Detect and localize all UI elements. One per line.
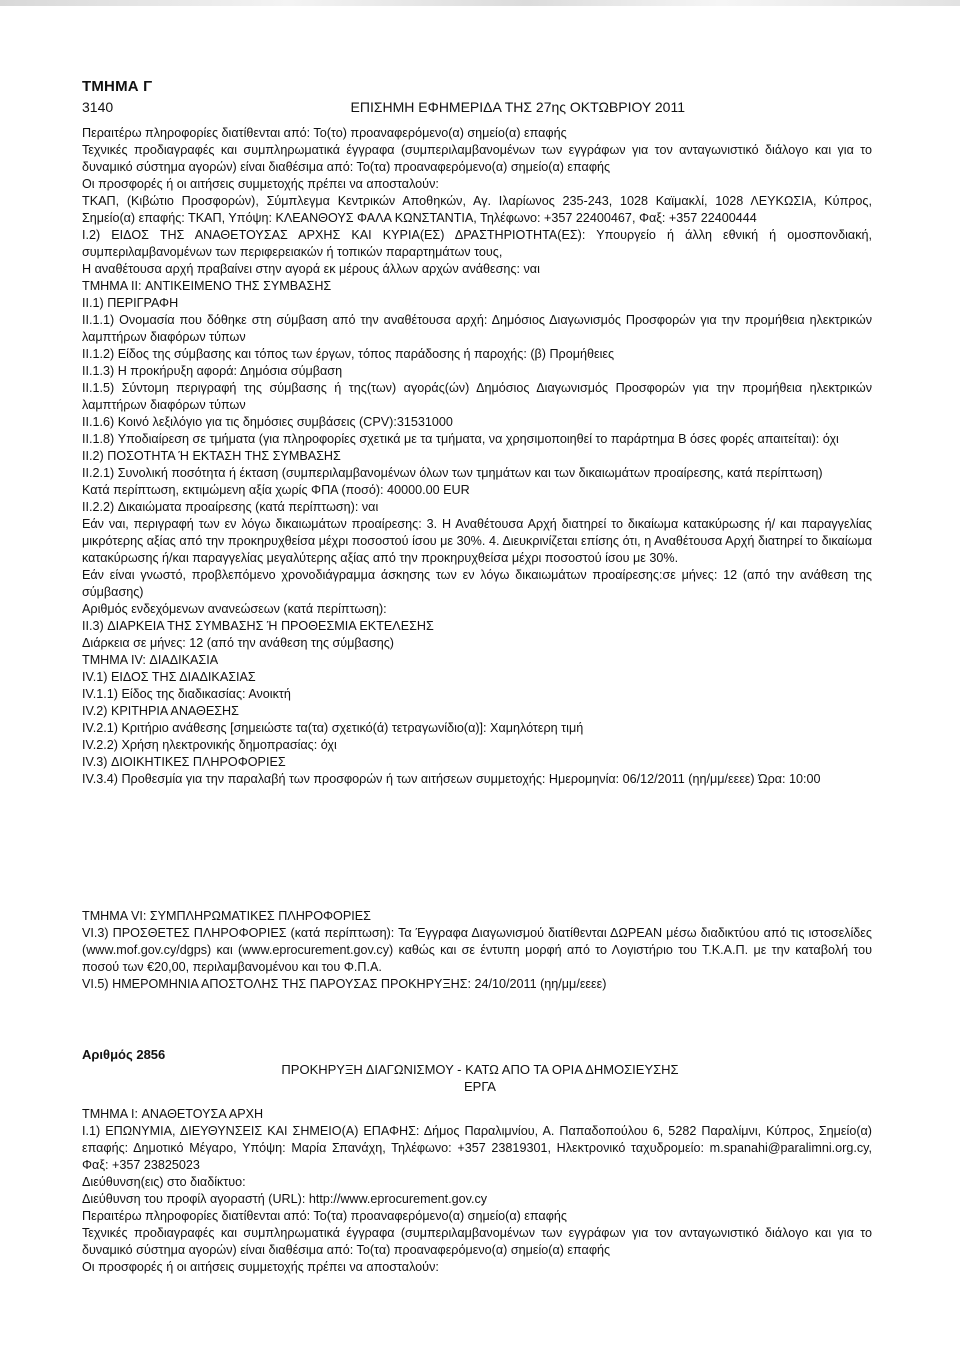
text-line: IV.3.4) Προθεσμία για την παραλαβή των προσφορών ή των αιτήσεων συμμετοχής: Ημερομηνία: 06/12/2011 (ηη/μμ/εεεε) Ώρα: 10:00 [82,772,821,786]
text-line: II.1.3) Η προκήρυξη αφορά: Δημόσια σύμβαση [82,364,343,378]
text-line: II.2) ΠΟΣΟΤΗΤΑ Ή ΕΚΤΑΣΗ ΤΗΣ ΣΥΜΒΑΣΗΣ [82,449,341,463]
new-notice-body [82,1106,872,1276]
page-number: 3140 [82,99,114,115]
text-line: Οι προσφορές ή οι αιτήσεις συμμετοχής πρέπει να αποσταλούν: [82,177,439,191]
notice-body-continued [82,125,872,788]
text-line: I.1) ΕΠΩΝΥΜΙΑ, ΔΙΕΥΘΥΝΣΕΙΣ ΚΑΙ ΣΗΜΕΙΟ(Α) ΕΠΑΦΗΣ: Δήμος Παραλιμνίου, Α. Παπαδοπούλου 6, 5282 Παραλίμνι, Κύπρος, Σημείο(α) επαφής: Δημοτικό Μέγαρο, Υπόψη: Μαρία Σπανάχη, Τηλέφωνο: +357 23819301, Ηλεκτρονικό ταχυδρομείο: m.spanahi@paralimni.org.cy, Φαξ: +357 23825023 [82,1124,872,1172]
notice-title-line-1: ΠΡΟΚΗΡΥΞΗ ΔΙΑΓΩΝΙΣΜΟΥ - ΚΑΤΩ ΑΠΟ ΤΑ ΟΡΙΑ ΔΗΜΟΣΙΕΥΣΗΣ [281,1062,679,1077]
text-line: ΤΜΗΜΑ IV: ΔΙΑΔΙΚΑΣΙΑ [82,653,219,667]
text-line: Εάν ναι, περιγραφή των εν λόγω δικαιωμάτων προαίρεσης: 3. Η Αναθέτουσα Αρχή διατηρεί το δικαίωμα κατακύρωσης ή/ και παραγγελίας μικρότερης αξίας από την προκηρυχθείσα μέχρι ποσοστού ίσου με 30%. 4. Διευκρινίζεται επίσης ότι, η Αναθέτουσα Αρχή διατηρεί το δικαίωμα κατακύρωσης ή/και παραγγελίας μεγαλύτερης αξίας από την προκηρυχθείσα μέχρι ποσοστού ίσου με 30%. [82,517,872,565]
text-line: IV.1.1) Είδος της διαδικασίας: Ανοικτή [82,687,291,701]
text-line: ΤΜΗΜΑ VI: ΣΥΜΠΛΗΡΩΜΑΤΙΚΕΣ ΠΛΗΡΟΦΟΡΙΕΣ [82,909,371,923]
text-line: Οι προσφορές ή οι αιτήσεις συμμετοχής πρέπει να αποσταλούν: [82,1260,439,1274]
text-line: Διεύθυνση(εις) στο διαδίκτυο: [82,1175,246,1189]
text-line: II.2.2) Δικαιώματα προαίρεσης (κατά περίπτωση): ναι [82,500,379,514]
text-line: VI.3) ΠΡΟΣΘΕΤΕΣ ΠΛΗΡΟΦΟΡΙΕΣ (κατά περίπτωση): Τα Έγγραφα Διαγωνισμού διατίθενται ΔΩΡΕΑΝ μέσω διαδικτύου από τις ιστοσελίδες (www.mof.gov.cy/dgps) και (www.eprocurement.gov.cy) καθώς και σε έντυπη μορφή από το Λογιστήριο του Τ.Κ.Α.Π. με την καταβολή του ποσού των €20,00, περιλαμβανομένου και του Φ.Π.Α. [82,926,872,974]
text-line: IV.2.1) Κριτήριο ανάθεσης [σημειώστε τα(τα) σχετικό(ά) τετραγωνίδιο(α)]: Χαμηλότερη τιμή [82,721,584,735]
text-line: Διεύθυνση του προφίλ αγοραστή (URL): http://www.eprocurement.gov.cy [82,1192,488,1206]
text-line: IV.2) ΚΡΙΤΗΡΙΑ ΑΝΑΘΕΣΗΣ [82,704,239,718]
text-line: Περαιτέρω πληροφορίες διατίθενται από: Το(το) προαναφερόμενο(α) σημείο(α) επαφής [82,126,567,140]
scan-edge-artifact [0,0,960,6]
text-line: II.1.2) Είδος της σύμβασης και τόπος των έργων, τόπος παράδοσης ή παροχής: (β) Προμήθειες [82,347,615,361]
text-line: IV.2.2) Χρήση ηλεκτρονικής δημοπρασίας: όχι [82,738,337,752]
notice-title-line-2: ΕΡΓΑ [464,1079,496,1094]
text-line: Αριθμός ενδεχόμενων ανανεώσεων (κατά περίπτωση): [82,602,387,616]
notice-number: Αριθμός 2856 [82,1047,166,1062]
text-line: Περαιτέρω πληροφορίες διατίθενται από: Το(τα) προαναφερόμενο(α) σημείο(α) επαφής [82,1209,567,1223]
text-line: II.3) ΔΙΑΡΚΕΙΑ ΤΗΣ ΣΥΜΒΑΣΗΣ Ή ΠΡΟΘΕΣΜΙΑ ΕΚΤΕΛΕΣΗΣ [82,619,434,633]
text-line: II.1.1) Ονομασία που δόθηκε στη σύμβαση από την αναθέτουσα αρχή: Δημόσιος Διαγωνισμός Προσφορών για την προμήθεια ηλεκτρικών λαμπτήρων διαφόρων τύπων [82,313,872,344]
text-line: II.1.5) Σύντομη περιγραφή της σύμβασης ή της(των) αγοράς(ών) Δημόσιος Διαγωνισμός Προσφορών για την προμήθεια ηλεκτρικών λαμπτήρων διαφόρων τύπων [82,381,872,412]
supplementary-info [82,908,872,993]
text-line: II.1.6) Κοινό λεξιλόγιο για τις δημόσιες συμβάσεις (CPV):31531000 [82,415,453,429]
section-heading: ΤΜΗΜΑ Γ [82,78,153,95]
text-line: Η αναθέτουσα αρχή πραβαίνει στην αγορά εκ μέρους άλλων αρχών ανάθεσης: ναι [82,262,540,276]
text-line: Τεχνικές προδιαγραφές και συμπληρωματικά έγγραφα (συμπεριλαμβανομένων των εγγράφων για τον ανταγωνιστικό διάλογο και για το δυναμικό σύστημα αγορών) είναι διαθέσιμα από: Το(τα) προαναφερόμενο(α) σημείο(α) επαφής [82,143,872,174]
text-line: I.2) ΕΙΔΟΣ ΤΗΣ ΑΝΑΘΕΤΟΥΣΑΣ ΑΡΧΗΣ ΚΑΙ ΚΥΡΙΑ(ΕΣ) ΔΡΑΣΤΗΡΙΟΤΗΤΑ(ΕΣ): Υπουργείο ή άλλη εθνική ή ομοσπονδιακή, συμπεριλαμβανομένων των περιφερειακών ή τοπικών παραρτημάτων τους, [82,228,872,259]
text-line: ΤΚΑΠ, (Κιβώτιο Προσφορών), Σύμπλεγμα Κεντρικών Αποθηκών, Αγ. Ιλαρίωνος 235-243, 1028 Καϊμακλί, 1028 ΛΕΥΚΩΣΙΑ, Κύπρος, Σημείο(α) επαφής: ΤΚΑΠ, Υπόψη: ΚΛΕΑΝΘΟΥΣ ΦΑΛΑ ΚΩΝΣΤΑΝΤΙΑ, Τηλέφωνο: +357 22400467, Φαξ: +357 22400444 [82,194,872,225]
gazette-title: ΕΠΙΣΗΜΗ ΕΦΗΜΕΡΙΔΑ ΤΗΣ 27ης ΟΚΤΩΒΡΙΟΥ 2011 [350,99,685,115]
text-line: Τεχνικές προδιαγραφές και συμπληρωματικά έγγραφα (συμπεριλαμβανομένων των εγγράφων για τον ανταγωνιστικό διάλογο και για το δυναμικό σύστημα αγορών) είναι διαθέσιμα από: Το(τα) προαναφερόμενο(α) σημείο(α) επαφής [82,1226,872,1257]
text-line: IV.1) ΕΙΔΟΣ ΤΗΣ ΔΙΑΔΙΚΑΣΙΑΣ [82,670,256,684]
text-line: Εάν είναι γνωστό, προβλεπόμενο χρονοδιάγραμμα άσκησης των εν λόγω δικαιωμάτων προαίρεσης:σε μήνες: 12 (από την ανάθεση της σύμβασης) [82,568,872,599]
text-line: ΤΜΗΜΑ I: ΑΝΑΘΕΤΟΥΣΑ ΑΡΧΗ [82,1107,264,1121]
text-line: II.2.1) Συνολική ποσότητα ή έκταση (συμπεριλαμβανομένων όλων των τμημάτων και των δικαιωμάτων προαίρεσης, κατά περίπτωση) [82,466,823,480]
text-line: Κατά περίπτωση, εκτιμώμενη αξία χωρίς ΦΠΑ (ποσό): 40000.00 EUR [82,483,470,497]
text-line: II.1) ΠΕΡΙΓΡΑΦΗ [82,296,179,310]
text-line: Διάρκεια σε μήνες: 12 (από την ανάθεση της σύμβασης) [82,636,394,650]
text-line: IV.3) ΔΙΟΙΚΗΤΙΚΕΣ ΠΛΗΡΟΦΟΡΙΕΣ [82,755,286,769]
text-line: ΤΜΗΜΑ II: ΑΝΤΙΚΕΙΜΕΝΟ ΤΗΣ ΣΥΜΒΑΣΗΣ [82,279,332,293]
text-line: II.1.8) Υποδιαίρεση σε τμήματα (για πληροφορίες σχετικά με τα τμήματα, να χρησιμοποιηθεί το παράρτημα Β όσες φορές απαιτείται): όχι [82,432,839,446]
notice-title [230,1061,730,1095]
text-line: VI.5) ΗΜΕΡΟΜΗΝΙΑ ΑΠΟΣΤΟΛΗΣ ΤΗΣ ΠΑΡΟΥΣΑΣ ΠΡΟΚΗΡΥΞΗΣ: 24/10/2011 (ηη/μμ/εεεε) [82,977,607,991]
